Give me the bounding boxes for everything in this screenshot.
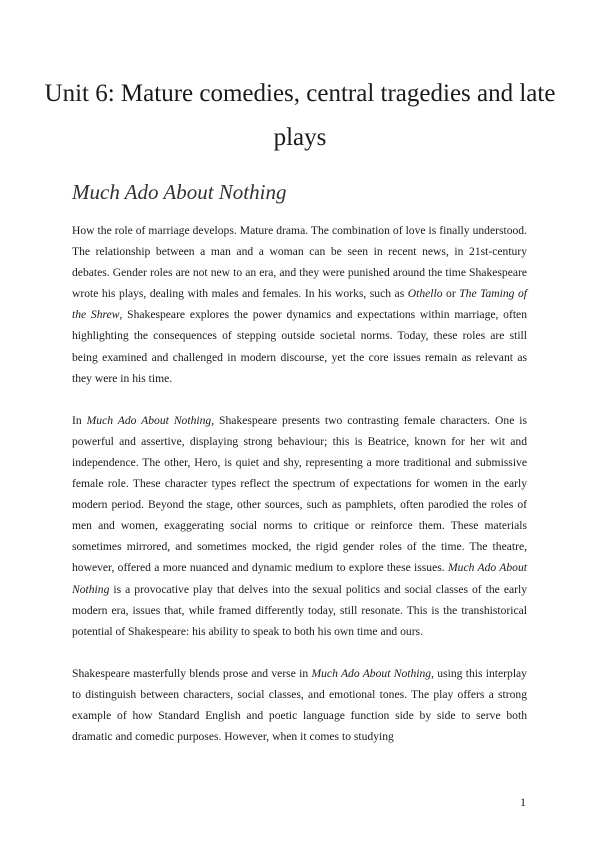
text-run: Shakespeare masterfully blends prose and verse in bbox=[72, 666, 312, 680]
italic-title-run: Much Ado About Nothing bbox=[86, 413, 212, 427]
italic-title-run: The Taming of the Shrew bbox=[72, 287, 527, 322]
section-heading: Much Ado About Nothing bbox=[72, 180, 287, 204]
body-paragraph bbox=[72, 663, 527, 747]
text-run: or bbox=[442, 287, 460, 301]
body-text bbox=[72, 220, 527, 747]
text-run: , using this interplay to distinguish between characters, social classes, and emotional tones. The play offers a strong example of how Standard English and poetic language function side by side to serve both dramatic and comedic purposes. However, when it comes to studying bbox=[72, 666, 527, 744]
text-run: is a provocative play that delves into the sexual politics and social classes of the early modern era, issues that, while framed differently today, still resonate. This is the transhistorical potential of Shakespeare: his ability to speak to both his own time and ours. bbox=[72, 582, 527, 638]
text-run: , Shakespeare explores the power dynamics and expectations within marriage, often highlighting the consequences of stepping outside societal norms. Today, these roles are still being examined and challenged in modern discourse, yet the core issues remain as relevant as they were in his time. bbox=[72, 308, 527, 385]
italic-title-run: Othello bbox=[407, 287, 443, 301]
page-title: Unit 6: Mature comedies, central tragedies and late plays bbox=[44, 80, 556, 151]
body-paragraph bbox=[72, 220, 527, 389]
text-run: In bbox=[72, 413, 87, 427]
italic-title-run: Much Ado About Nothing bbox=[311, 666, 432, 680]
italic-title-run: Much Ado About Nothing bbox=[72, 561, 527, 596]
text-run: How the role of marriage develops. Mature drama. The combination of love is finally understood. The relationship between a man and a woman can be seen in recent news, in 21st-century debates. Gender roles are not new to an era, and they were punished around the time Shakespeare wrote his plays, dealing with males and females. In his works, such as bbox=[72, 224, 527, 301]
body-paragraph bbox=[72, 410, 527, 642]
page-number: 1 bbox=[520, 795, 526, 809]
text-run: , Shakespeare presents two contrasting female characters. One is powerful and assertive, displaying strong behaviour; this is Beatrice, known for her wit and independence. The other, Hero, is quiet and shy, representing a more traditional and submissive female role. These character types reflect the spectrum of expectations for women in the early modern period. Beyond the stage, other sources, such as pamphlets, often parodied the roles of men and women, exaggerating social norms to critique or reinforce them. These materials sometimes mirrored, and sometimes mocked, the rigid gender roles of the time. The theatre, however, offered a more nuanced and dynamic medium to explore these issues. bbox=[72, 413, 528, 575]
